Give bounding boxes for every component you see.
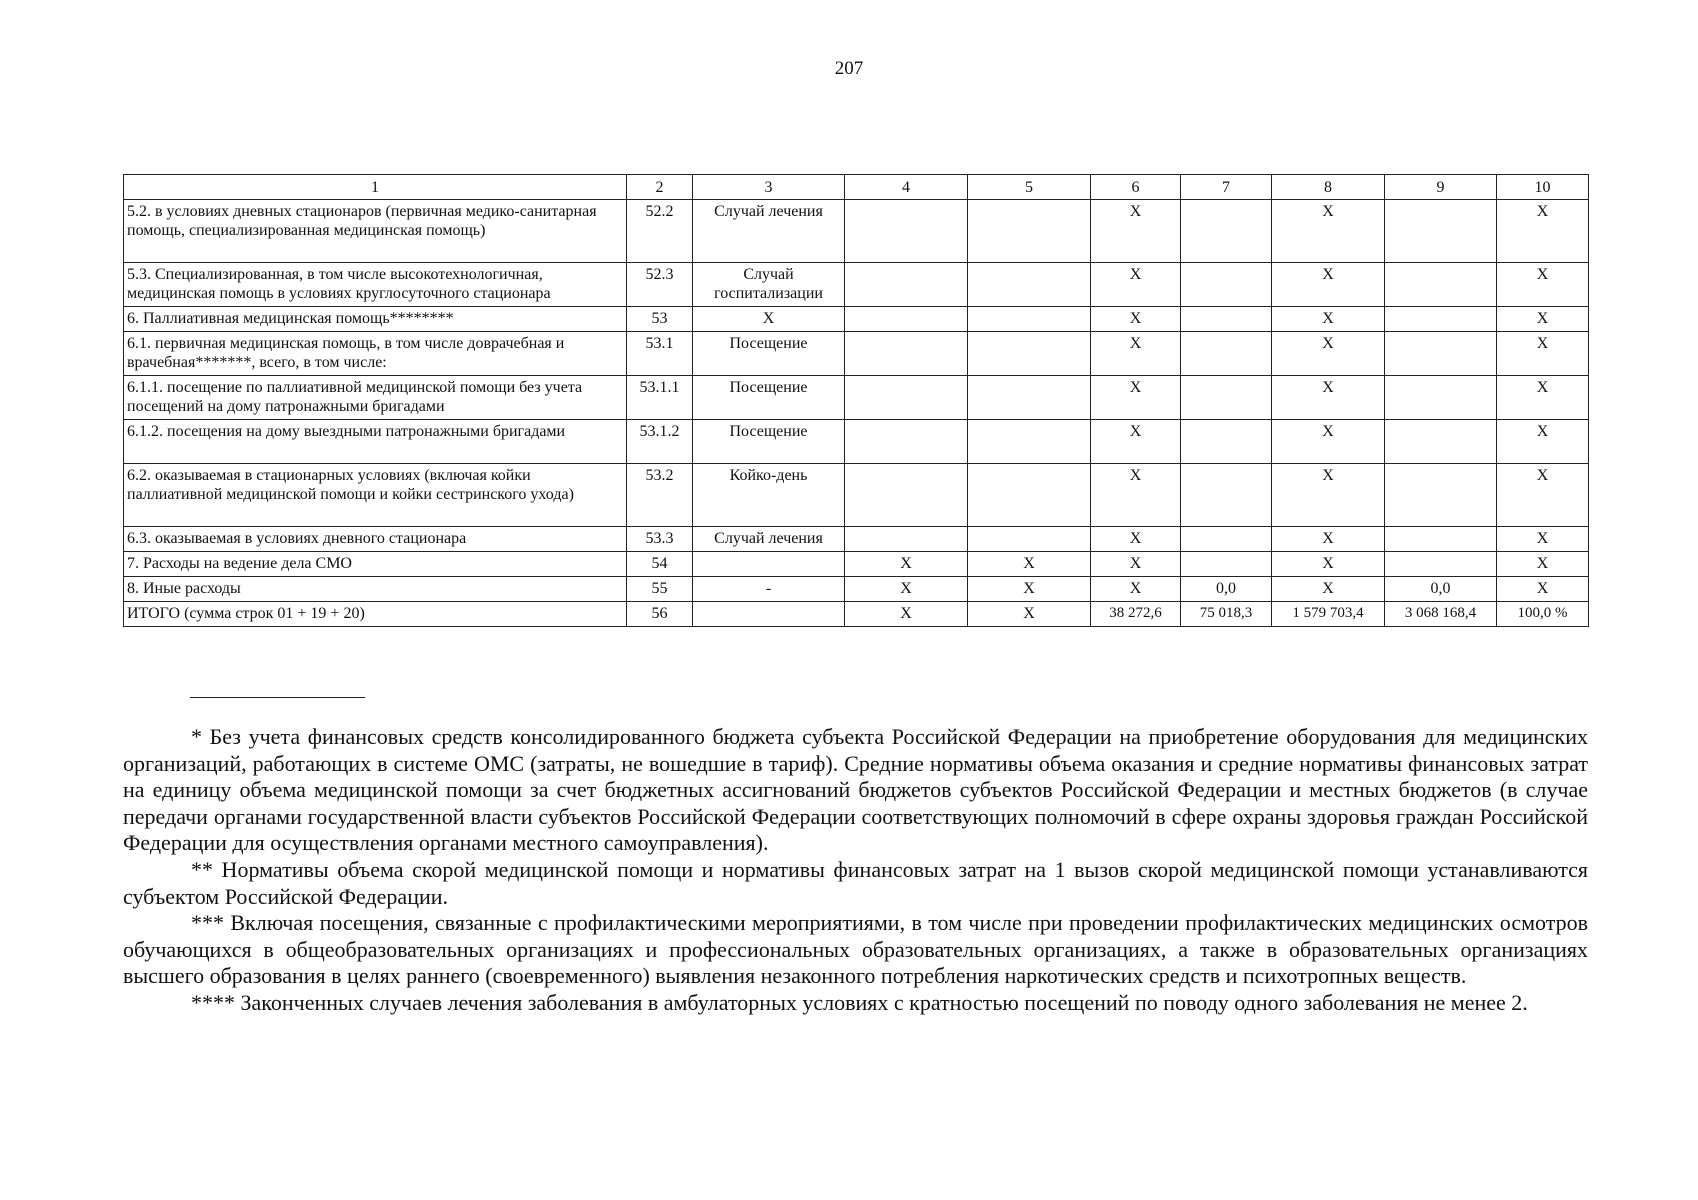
cell-col7 [1181,332,1272,376]
cell-col9 [1385,376,1497,420]
column-header: 5 [968,175,1091,200]
cell-col5 [968,376,1091,420]
cell-col10: Х [1497,332,1589,376]
row-label: 6.3. оказываемая в условиях дневного стационара [124,527,627,552]
cell-col8: 1 579 703,4 [1272,602,1385,627]
cell-col6: Х [1091,307,1181,332]
table-row [124,200,1589,263]
column-header: 7 [1181,175,1272,200]
cell-col7 [1181,263,1272,307]
cell-col9 [1385,307,1497,332]
row-label: 5.3. Специализированная, в том числе высокотехнологичная, медицинская помощь в условиях круглосуточного стационара [124,263,627,307]
row-unit: Случай лечения [693,527,845,552]
cell-col6: 38 272,6 [1091,602,1181,627]
cell-col7: 0,0 [1181,577,1272,602]
cell-col9: 0,0 [1385,577,1497,602]
cell-col8: Х [1272,307,1385,332]
cell-col10: Х [1497,552,1589,577]
row-unit [693,552,845,577]
row-code: 53.1 [627,332,693,376]
cell-col8: Х [1272,200,1385,263]
cell-col8: Х [1272,552,1385,577]
row-code: 53.1.1 [627,376,693,420]
column-header: 8 [1272,175,1385,200]
column-header: 1 [124,175,627,200]
column-header: 6 [1091,175,1181,200]
cell-col9 [1385,200,1497,263]
row-unit [693,602,845,627]
row-unit: Койко-день [693,464,845,527]
cell-col5: Х [968,602,1091,627]
row-label: 6.1. первичная медицинская помощь, в том числе доврачебная и врачебная*******, всего, в том числе: [124,332,627,376]
cell-col6: Х [1091,577,1181,602]
row-label: 6.1.2. посещения на дому выездными патронажными бригадами [124,420,627,464]
table-row [124,602,1589,627]
row-unit: Посещение [693,332,845,376]
cell-col5 [968,200,1091,263]
cell-col4: Х [845,602,968,627]
table-row [124,420,1589,464]
row-code: 55 [627,577,693,602]
footnote-3: *** Включая посещения, связанные с профилактическими мероприятиями, в том числе при проведении профилактических медицинских осмотров обучающихся в общеобразовательных организациях и профессиональных образовательных организациях, а также в образовательных организациях высшего образования в целях раннего (своевременного) выявления незаконного потребления наркотических средств и психотропных веществ. [123,910,1588,989]
cell-col8: Х [1272,527,1385,552]
cell-col6: Х [1091,420,1181,464]
cell-col4: Х [845,577,968,602]
cell-col5: Х [968,552,1091,577]
table-row [124,376,1589,420]
cell-col8: Х [1272,577,1385,602]
row-label: 6. Паллиативная медицинская помощь******** [124,307,627,332]
cell-col9 [1385,464,1497,527]
cell-col8: Х [1272,263,1385,307]
cell-col5 [968,527,1091,552]
cell-col4 [845,307,968,332]
row-unit: Посещение [693,420,845,464]
cell-col10: Х [1497,527,1589,552]
cell-col5 [968,420,1091,464]
cell-col7 [1181,420,1272,464]
footnotes [123,724,1588,1017]
column-header: 10 [1497,175,1589,200]
row-unit: Х [693,307,845,332]
row-label: 6.2. оказываемая в стационарных условиях (включая койки паллиативной медицинской помощи и койки сестринского ухода) [124,464,627,527]
cell-col7 [1181,307,1272,332]
row-label: 6.1.1. посещение по паллиативной медицинской помощи без учета посещений на дому патронажными бригадами [124,376,627,420]
cell-col5 [968,263,1091,307]
row-code: 56 [627,602,693,627]
cell-col4 [845,527,968,552]
cell-col7 [1181,464,1272,527]
column-header: 2 [627,175,693,200]
row-code: 52.3 [627,263,693,307]
table-row [124,263,1589,307]
cell-col7: 75 018,3 [1181,602,1272,627]
cell-col10: Х [1497,577,1589,602]
row-label: 7. Расходы на ведение дела СМО [124,552,627,577]
cell-col9 [1385,332,1497,376]
footnote-2: ** Нормативы объема скорой медицинской помощи и нормативы финансовых затрат на 1 вызов скорой медицинской помощи устанавливаются субъектом Российской Федерации. [123,856,1588,909]
cell-col8: Х [1272,332,1385,376]
cell-col10: Х [1497,307,1589,332]
cell-col8: Х [1272,464,1385,527]
cell-col7 [1181,552,1272,577]
cell-col7 [1181,376,1272,420]
row-unit: - [693,577,845,602]
column-header: 3 [693,175,845,200]
cell-col9 [1385,420,1497,464]
table-row [124,552,1589,577]
cell-col6: Х [1091,332,1181,376]
cell-col7 [1181,200,1272,263]
row-label: ИТОГО (сумма строк 01 + 19 + 20) [124,602,627,627]
cell-col10: Х [1497,420,1589,464]
cell-col10: Х [1497,376,1589,420]
cell-col4 [845,464,968,527]
row-code: 53 [627,307,693,332]
cell-col7 [1181,527,1272,552]
row-code: 54 [627,552,693,577]
row-unit: Случай лечения [693,200,845,263]
row-unit: Посещение [693,376,845,420]
footnote-1: * Без учета финансовых средств консолидированного бюджета субъекта Российской Федерации на приобретение оборудования для медицинских организаций, работающих в системе ОМС (затраты, не вошедшие в тариф). Средние нормативы объема оказания и средние нормативы финансовых затрат на единицу объема медицинской помощи за счет бюджетных ассигнований бюджетов субъектов Российской Федерации и местных бюджетов (в случае передачи органами государственной власти субъектов Российской Федерации соответствующих полномочий в сфере охраны здоровья граждан Российской Федерации для осуществления органами местного самоуправления). [123,724,1588,856]
row-label: 8. Иные расходы [124,577,627,602]
table-row [124,577,1589,602]
table-body [124,175,1589,627]
page-number: 207 [834,58,864,79]
table-row [124,307,1589,332]
table-row [124,332,1589,376]
cell-col9: 3 068 168,4 [1385,602,1497,627]
row-code: 53.3 [627,527,693,552]
normatives-table [123,174,1589,627]
table-row [124,527,1589,552]
cell-col4 [845,200,968,263]
cell-col6: Х [1091,464,1181,527]
row-code: 52.2 [627,200,693,263]
cell-col9 [1385,527,1497,552]
row-code: 53.2 [627,464,693,527]
row-unit: Случай госпитализации [693,263,845,307]
footnote-4: **** Законченных случаев лечения заболевания в амбулаторных условиях с кратностью посещений по поводу одного заболевания не менее 2. [191,989,1528,1015]
cell-col4 [845,420,968,464]
cell-col9 [1385,552,1497,577]
cell-col4: Х [845,552,968,577]
column-header: 4 [845,175,968,200]
row-code: 53.1.2 [627,420,693,464]
cell-col6: Х [1091,200,1181,263]
cell-col8: Х [1272,420,1385,464]
cell-col10: Х [1497,200,1589,263]
cell-col5 [968,332,1091,376]
column-header: 9 [1385,175,1497,200]
cell-col4 [845,332,968,376]
cell-col9 [1385,263,1497,307]
row-label: 5.2. в условиях дневных стационаров (первичная медико-санитарная помощь, специализированная медицинская помощь) [124,200,627,263]
cell-col5: Х [968,577,1091,602]
cell-col6: Х [1091,263,1181,307]
table-row [124,464,1589,527]
cell-col10: Х [1497,263,1589,307]
table-header-row [124,175,1589,200]
cell-col5 [968,464,1091,527]
cell-col6: Х [1091,527,1181,552]
cell-col10: Х [1497,464,1589,527]
cell-col6: Х [1091,552,1181,577]
footnote-separator [190,697,365,698]
cell-col10: 100,0 % [1497,602,1589,627]
cell-col6: Х [1091,376,1181,420]
cell-col5 [968,307,1091,332]
cell-col4 [845,376,968,420]
cell-col8: Х [1272,376,1385,420]
cell-col4 [845,263,968,307]
